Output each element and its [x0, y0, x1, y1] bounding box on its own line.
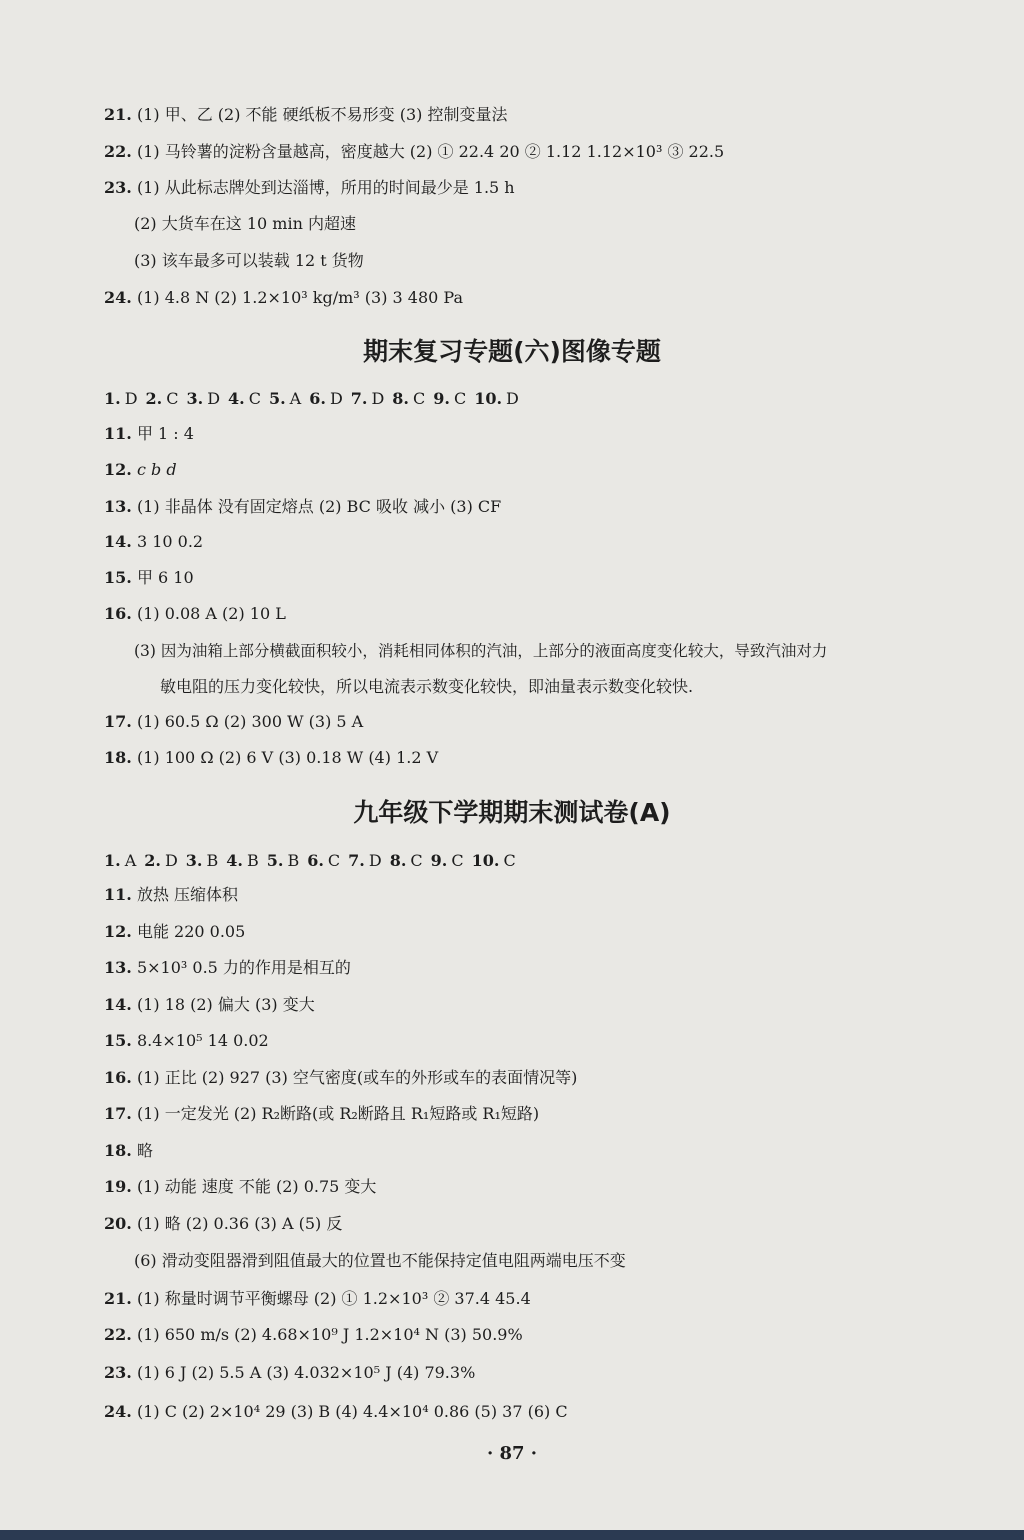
answer-text: (1) 一定发光 (2) R₂断路(或 R₂断路且 R₁短路或 R₁短路) [136, 1104, 540, 1123]
answer-text: 8.4×10⁵ 14 0.02 [136, 1031, 269, 1050]
answer-letter: B [206, 851, 219, 870]
question-number: 21. [104, 105, 132, 124]
mc-answer [351, 388, 385, 410]
answer-line [104, 884, 238, 906]
answer-letter: B [246, 851, 259, 870]
answer-text: (1) 甲、乙 (2) 不能 硬纸板不易形变 (3) 控制变量法 [136, 105, 508, 124]
question-number: 9. [430, 851, 448, 870]
mc-answer [392, 388, 425, 410]
question-number: 17. [104, 1104, 132, 1123]
answer-line [104, 1030, 269, 1052]
multiple-choice-row [104, 388, 527, 410]
answer-letter: A [289, 389, 302, 408]
multiple-choice-row [104, 850, 524, 872]
answer-line [104, 141, 724, 163]
question-number: 4. [226, 851, 243, 870]
mc-answer [104, 388, 138, 410]
question-number: 8. [389, 851, 407, 870]
answer-letter: C [413, 389, 426, 408]
question-number: 3. [185, 851, 203, 870]
answer-line [104, 711, 363, 733]
question-number: 11. [104, 885, 132, 904]
answer-line [104, 567, 194, 589]
answer-line [104, 1103, 539, 1125]
question-number: 15. [104, 1031, 132, 1050]
question-number: 13. [104, 958, 132, 977]
answer-text: (1) 马铃薯的淀粉含量越高，密度越大 (2) ① 22.4 20 ② 1.12 1.12×10³ ③ 22.5 [136, 142, 725, 161]
answer-line [104, 1140, 153, 1162]
question-number: 12. [104, 460, 132, 479]
answer-line [104, 603, 286, 625]
answer-line [104, 1067, 577, 1089]
question-number: 9. [433, 389, 450, 408]
answer-text: (1) 动能 速度 不能 (2) 0.75 变大 [136, 1177, 377, 1196]
answer-letter: D [164, 851, 178, 870]
answer-text: (1) 6 J (2) 5.5 A (3) 4.032×10⁵ J (4) 79.3% [136, 1363, 476, 1382]
mc-answer [226, 850, 258, 872]
answer-line [104, 747, 438, 769]
question-number: 6. [309, 389, 326, 408]
answer-line [104, 1213, 342, 1235]
mc-answer [348, 850, 382, 872]
answer-letter: C [327, 851, 341, 870]
mc-answer [474, 388, 519, 410]
answer-text: 略 [136, 1141, 153, 1160]
answer-line [104, 287, 463, 309]
answer-line [104, 496, 501, 518]
question-number: 3. [186, 389, 204, 408]
answer-line [104, 104, 507, 126]
answer-continuation: (3) 因为油箱上部分横截面积较小，消耗相同体积的汽油，上部分的液面高度变化较大，导致汽油对力 [134, 642, 828, 660]
answer-text: c b d [136, 460, 177, 479]
section-title: 期末复习专题(六)图像专题 [363, 337, 661, 366]
answer-text: (1) 非晶体 没有固定熔点 (2) BC 吸收 减小 (3) CF [136, 497, 502, 516]
answer-line [104, 921, 245, 943]
mc-answer [431, 850, 464, 872]
mc-answer [472, 850, 516, 872]
answer-text: (1) 18 (2) 偏大 (3) 变大 [136, 995, 315, 1014]
question-number: 22. [104, 142, 132, 161]
answer-text: (1) 正比 (2) 927 (3) 空气密度(或车的外形或车的表面情况等) [136, 1068, 578, 1087]
mc-answer [433, 388, 466, 410]
question-number: 19. [104, 1177, 132, 1196]
answer-text: (1) 略 (2) 0.36 (3) A (5) 反 [136, 1214, 343, 1233]
answer-line [104, 957, 351, 979]
answer-letter: C [451, 851, 464, 870]
question-number: 18. [104, 748, 132, 767]
question-number: 15. [104, 568, 132, 587]
mc-answer [144, 850, 178, 872]
mc-answer [186, 388, 220, 410]
question-number: 8. [392, 389, 409, 408]
question-number: 24. [104, 288, 132, 307]
answer-letter: D [368, 851, 382, 870]
answer-letter: D [329, 389, 343, 408]
answer-line [104, 1324, 523, 1346]
question-number: 16. [104, 604, 132, 623]
question-number: 22. [104, 1325, 132, 1344]
question-number: 5. [266, 851, 284, 870]
answer-line [104, 459, 177, 481]
question-number: 23. [104, 1363, 132, 1382]
answer-text: (1) C (2) 2×10⁴ 29 (3) B (4) 4.4×10⁴ 0.86 (5) 37 (6) C [136, 1402, 568, 1421]
answer-text: (1) 称量时调节平衡螺母 (2) ① 1.2×10³ ② 37.4 45.4 [136, 1289, 531, 1308]
answer-text: 电能 220 0.05 [136, 922, 246, 941]
answer-text: (1) 0.08 A (2) 10 L [136, 604, 286, 623]
answer-letter: C [248, 389, 261, 408]
question-number: 24. [104, 1402, 132, 1421]
question-number: 20. [104, 1214, 132, 1233]
mc-answer [146, 388, 179, 410]
question-number: 4. [228, 389, 245, 408]
page-edge [0, 1530, 1024, 1540]
answer-letter: C [453, 389, 467, 408]
answer-continuation: (6) 滑动变阻器滑到阻值最大的位置也不能保持定值电阻两端电压不变 [134, 1251, 626, 1270]
question-number: 16. [104, 1068, 132, 1087]
question-number: 10. [471, 851, 500, 870]
answer-letter: D [506, 389, 519, 408]
question-number: 13. [104, 497, 132, 516]
mc-answer [104, 850, 136, 872]
answer-letter: B [287, 851, 300, 870]
mc-answer [267, 850, 299, 872]
answer-text: (1) 从此标志牌处到达淄博，所用的时间最少是 1.5 h [136, 178, 515, 197]
answer-text: (1) 100 Ω (2) 6 V (3) 0.18 W (4) 1.2 V [136, 748, 439, 767]
question-number: 1. [104, 851, 121, 870]
answer-line [104, 1176, 376, 1198]
mc-answer [307, 850, 340, 872]
answer-line [104, 1362, 475, 1384]
question-number: 6. [307, 851, 324, 870]
answer-line [104, 994, 315, 1016]
answer-letter: A [124, 851, 137, 870]
answer-continuation: (2) 大货车在这 10 min 内超速 [134, 214, 356, 233]
answer-letter: D [371, 389, 385, 408]
answer-letter: D [124, 389, 138, 408]
answer-letter: C [503, 851, 516, 870]
question-number: 11. [104, 424, 132, 443]
section-title: 九年级下学期期末测试卷(A) [353, 798, 671, 827]
question-number: 14. [104, 532, 132, 551]
answer-text: 放热 压缩体积 [136, 885, 239, 904]
mc-answer [390, 850, 423, 872]
question-number: 17. [104, 712, 132, 731]
answer-text: 甲 6 10 [136, 568, 194, 587]
question-number: 12. [104, 922, 132, 941]
question-number: 14. [104, 995, 132, 1014]
question-number: 1. [104, 389, 121, 408]
mc-answer [228, 388, 261, 410]
answer-line [104, 1401, 568, 1423]
question-number: 7. [350, 389, 368, 408]
question-number: 7. [348, 851, 365, 870]
question-number: 23. [104, 178, 132, 197]
answer-line [104, 531, 203, 553]
mc-answer [186, 850, 218, 872]
question-number: 10. [474, 389, 503, 408]
answer-text: (1) 650 m/s (2) 4.68×10⁹ J 1.2×10⁴ N (3) 50.9% [136, 1325, 523, 1344]
question-number: 2. [145, 389, 163, 408]
answer-text: (1) 60.5 Ω (2) 300 W (3) 5 A [136, 712, 364, 731]
answer-line [104, 177, 515, 199]
question-number: 21. [104, 1289, 132, 1308]
answer-letter: C [410, 851, 423, 870]
question-number: 5. [268, 389, 286, 408]
answer-line [104, 423, 194, 445]
answer-line [104, 1288, 531, 1310]
answer-letter: D [207, 389, 221, 408]
page-number: · 87 · [486, 1443, 538, 1464]
answer-text: 甲 1 : 4 [136, 424, 194, 443]
answer-text: (1) 4.8 N (2) 1.2×10³ kg/m³ (3) 3 480 Pa [136, 288, 463, 307]
answer-continuation: 敏电阻的压力变化较快，所以电流表示数变化较快，即油量表示数变化较快. [160, 677, 694, 696]
question-number: 2. [144, 851, 161, 870]
mc-answer [309, 388, 343, 410]
question-number: 18. [104, 1141, 132, 1160]
answer-continuation: (3) 该车最多可以装载 12 t 货物 [134, 251, 364, 270]
mc-answer [269, 388, 301, 410]
answer-text: 3 10 0.2 [136, 532, 204, 551]
answer-letter: C [166, 389, 179, 408]
answer-text: 5×10³ 0.5 力的作用是相互的 [136, 958, 351, 977]
